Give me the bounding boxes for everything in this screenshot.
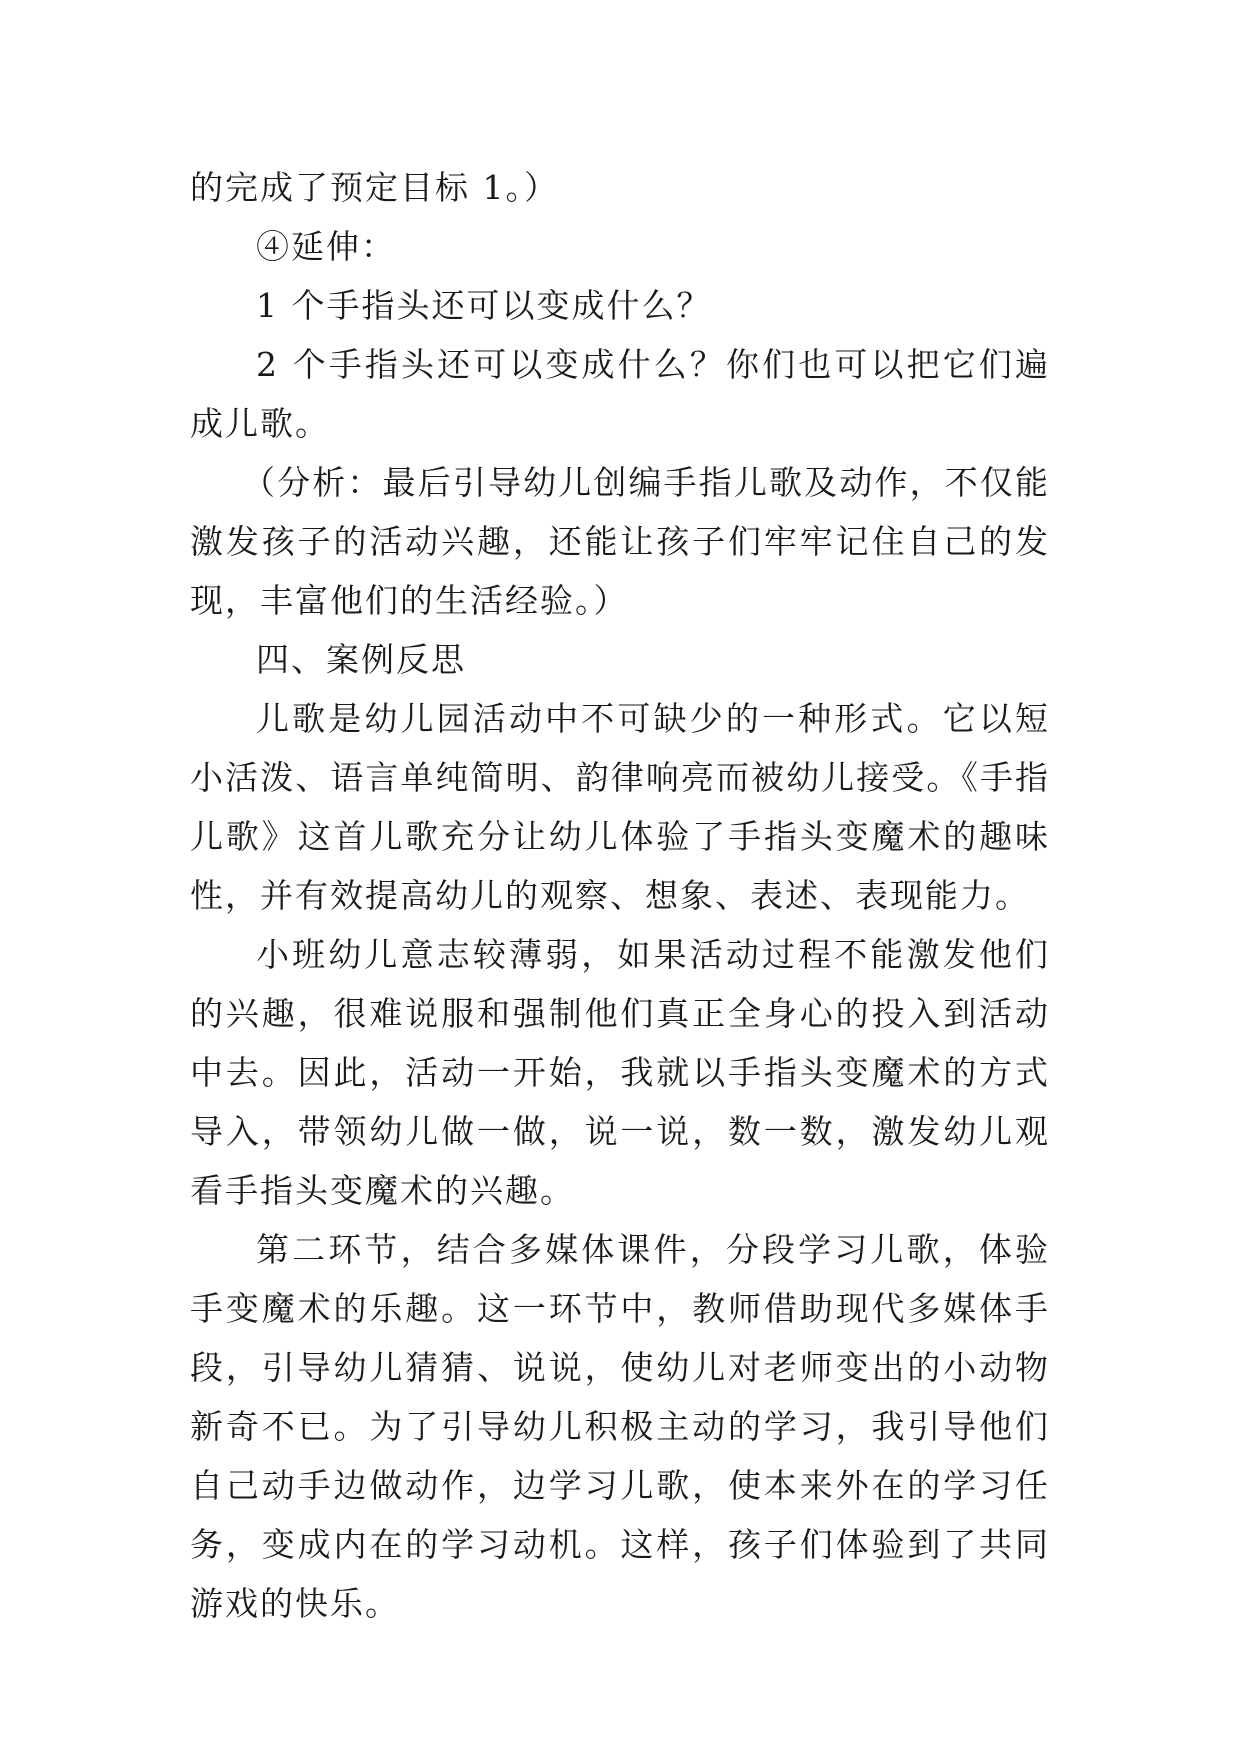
paragraph-reflection-3: 第二环节，结合多媒体课件，分段学习儿歌，体验手变魔术的乐趣。这一环节中，教师借助现代多媒体手段，引导幼儿猜猜、说说，使幼儿对老师变出的小动物新奇不已。为了引导幼儿积极主动的学习，我引导他们自己动手边做动作，边学习儿歌，使本来外在的学习任务，变成内在的学习动机。这样，孩子们体验到了共同游戏的快乐。 <box>190 1230 1050 1623</box>
paragraph-analysis: （分析：最后引导幼儿创编手指儿歌及动作，不仅能激发孩子的活动兴趣，还能让孩子们牢牢记住自己的发现，丰富他们的生活经验。） <box>190 463 1050 620</box>
paragraph-one-finger-question: 1 个手指头还可以变成什么？ <box>256 286 712 325</box>
paragraph-reflection-2: 小班幼儿意志较薄弱，如果活动过程不能激发他们的兴趣，很难说服和强制他们真正全身心的投入到活动中去。因此，活动一开始，我就以手指头变魔术的方式导入，带领幼儿做一做，说一说，数一数，激发幼儿观看手指头变魔术的兴趣。 <box>190 935 1050 1210</box>
paragraph-extension-heading: ④延伸： <box>256 227 396 266</box>
paragraph-two-fingers-question: 2 个手指头还可以变成什么？你们也可以把它们遍成儿歌。 <box>190 345 1050 443</box>
paragraph-reflection-1: 儿歌是幼儿园活动中不可缺少的一种形式。它以短小活泼、语言单纯简明、韵律响亮而被幼儿接受。《手指儿歌》这首儿歌充分让幼儿体验了手指头变魔术的趣味性，并有效提高幼儿的观察、想象、表述、表现能力。 <box>190 699 1050 915</box>
paragraph-goal-completion: 的完成了预定目标 1。） <box>190 168 559 207</box>
section-heading-case-reflection: 四、案例反思 <box>256 640 466 679</box>
document-body <box>190 158 1050 1633</box>
